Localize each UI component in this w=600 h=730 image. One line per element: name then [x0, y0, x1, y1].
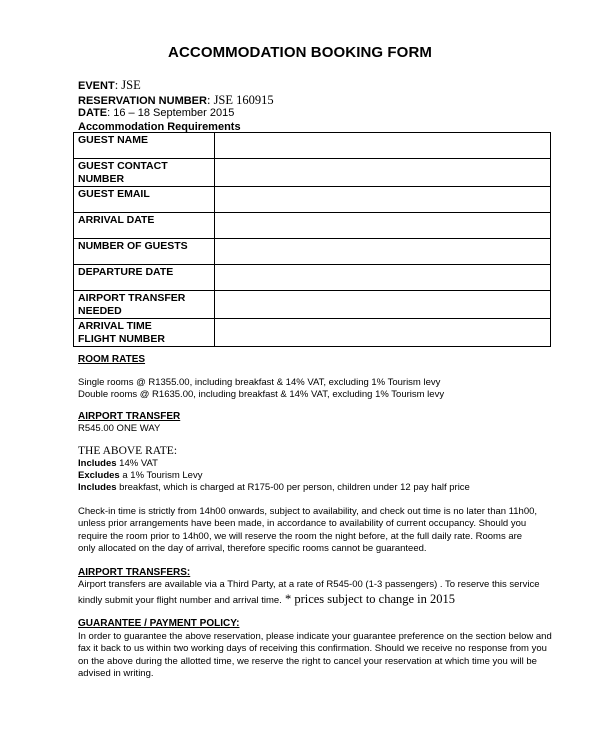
- table-row: [74, 291, 551, 319]
- event-line: [78, 78, 141, 93]
- guest-name-label: GUEST NAME: [74, 133, 215, 159]
- number-of-guests-field[interactable]: [215, 239, 551, 265]
- departure-date-field[interactable]: [215, 265, 551, 291]
- guest-contact-label: GUEST CONTACT NUMBER: [74, 159, 215, 187]
- table-row: [74, 239, 551, 265]
- airport-transfer-heading: AIRPORT TRANSFER: [78, 411, 181, 422]
- excludes-levy: Excludes a 1% Tourism Levy: [78, 470, 203, 481]
- checkin-paragraph: Check-in time is strictly from 14h00 onwards, subject to availability, and check out time is no later than 11h00, unless prior arrangements have been made, in accordance to availability of current occupancy. Should you require the room prior to 14h00, we will reserve the room the night before, at the full daily rate. Rooms are only allocated on the day of arrival, therefore specific rooms cannot be guaranteed.: [78, 506, 538, 554]
- reservation-line: [78, 93, 274, 108]
- arrival-date-field[interactable]: [215, 213, 551, 239]
- page-title: ACCOMMODATION BOOKING FORM: [168, 44, 432, 61]
- airport-transfers-paragraph: Airport transfers are available via a Third Party, at a rate of R545-00 (1-3 passengers) . To reserve this service kindly submit your flight number and arrival time. * prices subject to change in 2015: [78, 579, 540, 607]
- departure-date-label: DEPARTURE DATE: [74, 265, 215, 291]
- table-row: [74, 187, 551, 213]
- room-rates-heading: ROOM RATES: [78, 354, 146, 365]
- arrival-time-flight-field[interactable]: [215, 319, 551, 347]
- table-row: [74, 133, 551, 159]
- guest-email-label: GUEST EMAIL: [74, 187, 215, 213]
- guest-name-field[interactable]: [215, 133, 551, 159]
- reservation-value: : JSE 160915: [206, 93, 274, 107]
- single-room-rate: Single rooms @ R1355.00, including breakfast & 14% VAT, excluding 1% Tourism levy: [78, 377, 441, 388]
- airport-transfer-label: AIRPORT TRANSFER NEEDED: [74, 291, 215, 319]
- airport-transfer-rate: R545.00 ONE WAY: [78, 423, 161, 434]
- reservation-label: RESERVATION NUMBER: [78, 95, 207, 107]
- date-label: DATE: [78, 107, 108, 119]
- guarantee-paragraph: In order to guarantee the above reservation, please indicate your guarantee preference on the section below and fax it back to us within two working days of receiving this confirmation. Should we receive no response from you on the above during the allotted time, we reserve the right to cancel your reservation at which time you will be advised in writing.: [78, 631, 552, 679]
- event-label: EVENT: [78, 80, 115, 92]
- table-row: [74, 319, 551, 347]
- event-value: : JSE: [114, 78, 141, 92]
- date-value: : 16 – 18 September 2015: [107, 107, 235, 119]
- includes-vat: Includes 14% VAT: [78, 458, 158, 469]
- arrival-time-flight-label: ARRIVAL TIME FLIGHT NUMBER: [74, 319, 215, 347]
- date-line: [78, 107, 234, 119]
- airport-transfers-heading: AIRPORT TRANSFERS:: [78, 567, 191, 578]
- requirements-label: Accommodation Requirements: [78, 121, 241, 133]
- number-of-guests-label: NUMBER OF GUESTS: [74, 239, 215, 265]
- airport-transfer-field[interactable]: [215, 291, 551, 319]
- arrival-date-label: ARRIVAL DATE: [74, 213, 215, 239]
- guarantee-heading: GUARANTEE / PAYMENT POLICY:: [78, 618, 240, 629]
- above-rate-heading: THE ABOVE RATE:: [78, 445, 178, 457]
- table-row: [74, 159, 551, 187]
- includes-breakfast: Includes breakfast, which is charged at R175-00 per person, children under 12 pay half price: [78, 482, 470, 493]
- guest-contact-field[interactable]: [215, 159, 551, 187]
- table-row: [74, 265, 551, 291]
- table-row: [74, 213, 551, 239]
- guest-email-field[interactable]: [215, 187, 551, 213]
- requirements-table: [73, 132, 551, 347]
- double-room-rate: Double rooms @ R1635.00, including breakfast & 14% VAT, excluding 1% Tourism levy: [78, 389, 445, 400]
